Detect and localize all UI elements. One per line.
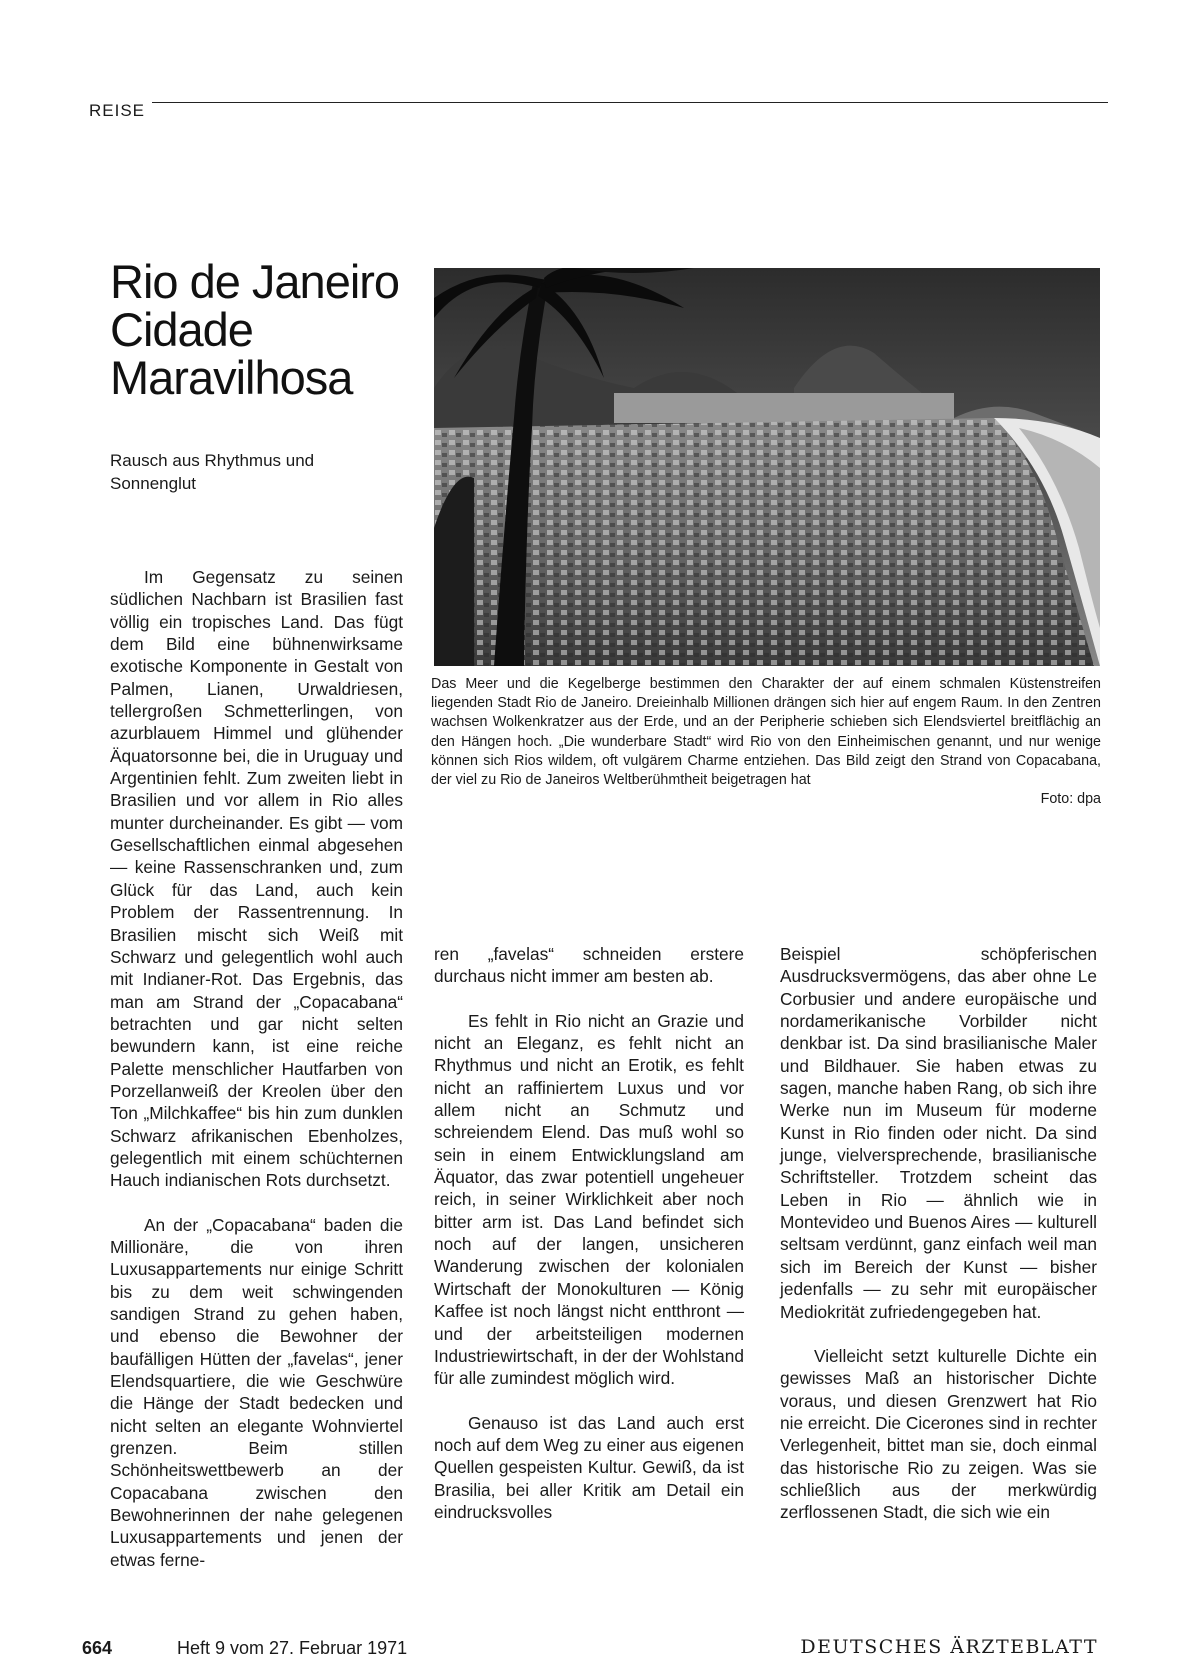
paragraph: Vielleicht setzt kulturelle Dichte ein gewisses Maß an historischer Dichte voraus, und diesen Grenzwert hat Rio nie erreicht. Die Cicerones sind in rechter Verlegenheit, bittet man sie, doch einmal das historische Rio zu zeigen. Was sie schließlich aus der merkwürdig zerflossenen Stadt, die sich wie ein — [780, 1345, 1097, 1523]
page-number: 664 — [82, 1638, 113, 1658]
text-column-2 — [434, 943, 744, 1523]
paragraph: ren „favelas“ schneiden erstere durchaus nicht immer am besten ab. — [434, 944, 744, 987]
journal-name: DEUTSCHES ÄRZTEBLATT — [800, 1636, 1098, 1658]
paragraph: Beispiel schöpferischen Ausdrucksvermögens, das aber ohne Le Corbusier und andere europäische und nordamerikanische Vorbilder nicht denkbar ist. Da sind brasilianische Maler und Bildhauer. Sie haben etwas zu sagen, manche haben Rang, ob sich ihre Werke nun im Museum für moderne Kunst in Rio finden oder nicht. Da sind junge, vielversprechende, brasilianische Schriftsteller. Trotzdem scheint das Leben in Rio — ähnlich wie in Montevideo und Buenos Aires — kulturell seltsam verdünnt, ganz einfach weil man sich im Bereich der Kunst — bisher jedenfalls — zu sehr mit europäischer Mediokrität zufriedengegeben hat. — [780, 944, 1097, 1322]
paragraph: Im Gegensatz zu seinen südlichen Nachbarn ist Brasilien fast völlig ein tropisches Land. Das fügt dem Bild eine bühnenwirksame exotische Komponente in Gestalt von Palmen, Lianen, Urwaldriesen, tellergroßen Schmetterlingen, von azurblauem Himmel und glühender Äquatorsonne bei, die in Uruguay und Argentinien fehlt. Zum zweiten liebt in Brasilien und vor allem in Rio alles munter durcheinander. Es gibt — vom Gesellschaftlichen einmal abgesehen — keine Rassenschranken und, zum Glück für das Land, auch kein Problem der Rassentrennung. In Brasilien mischt sich Weiß mit Schwarz und gelegentlich wohl auch mit Indianer-Rot. Das Ergebnis, das man am Strand der „Copacabana“ betrachten und gar nicht selten bewundern kann, ist eine reiche Palette menschlicher Hautfarben von Porzellanweiß der Kreolen über den Ton „Milchkaffee“ bis hin zum dunklen Schwarz afrikanischen Ebenholzes, gelegentlich mit einem schüchternen Hauch indianischen Rots durchsetzt. — [110, 567, 403, 1191]
header-rule — [152, 102, 1108, 103]
article-title — [110, 255, 410, 404]
paragraph: Genauso ist das Land auch erst noch auf dem Weg zu einer aus eigenen Quellen gespeisten Kultur. Gewiß, da ist Brasilia, bei aller Kritik am Detail ein eindrucksvolles — [434, 1412, 744, 1522]
title-line: Rio de Janeiro — [110, 255, 400, 308]
caption-text: Das Meer und die Kegelberge bestimmen den Charakter der auf einem schmalen Küstenstreifen liegenden Stadt Rio de Janeiro. Dreieinhalb Millionen drängen sich hier auf engem Raum. In den Zentren wachsen Wolkenkratzer aus der Erde, und an der Peripherie schieben sich Elendsviertel breitflächig an den Hängen hoch. „Die wunderbare Stadt“ wird Rio von den Einheimischen genannt, und nur wenige können sich Rios wildem, oft vulgärem Charme entziehen. Das Bild zeigt den Strand von Copacabana, der viel zu Rio de Janeiros Weltberühmtheit beigetragen hat — [431, 676, 1101, 789]
photo-illustration — [434, 268, 1100, 666]
section-label: REISE — [89, 101, 146, 120]
title-line: Maravilhosa — [110, 351, 353, 404]
paragraph: Es fehlt in Rio nicht an Grazie und nicht an Eleganz, es fehlt nicht an Rhythmus und nicht an Erotik, es fehlt nicht an raffiniertem Luxus und vor allem nicht an Schmutz und schreiendem Elend. Das muß wohl so sein in einem Entwicklungsland am Äquator, das zwar potentiell ungeheuer reich, in seiner Wirklichkeit aber noch bitter arm ist. Das Land befindet sich noch auf der langen, unsicheren Wanderung zwischen der kolonialen Wirtschaft der Monokulturen — König Kaffee ist noch längst nicht entthront — und der arbeitsteiligen modernen Industriewirtschaft, in der der Wohlstand für alle zumindest möglich wird. — [434, 1010, 744, 1389]
article-subtitle: Rausch aus Rhythmus und Sonnenglut — [110, 451, 315, 493]
copacabana-photo — [434, 268, 1100, 666]
photo-credit: Foto: dpa — [1040, 791, 1101, 808]
photo-caption — [431, 675, 1101, 809]
issue-info: Heft 9 vom 27. Februar 1971 — [177, 1638, 408, 1658]
title-line: Cidade — [110, 303, 253, 356]
text-column-1 — [110, 566, 403, 1571]
paragraph: An der „Copacabana“ baden die Millionäre, die von ihren Luxusappartements nur einige Schritt bis zu dem weit schwingenden sandigen Strand zu gehen haben, und ebenso die Bewohner der baufälligen Hütten der „favelas“, jener Elendsquartiere, die wie Geschwüre die Hänge der Stadt bedecken und nicht selten an elegante Wohnviertel grenzen. Beim stillen Schönheitswettbewerb an der Copacabana zwischen den Bewohnerinnen der nahe gelegenen Luxusappartements und jenen der etwas ferne- — [110, 1214, 403, 1570]
text-column-3 — [780, 943, 1097, 1524]
